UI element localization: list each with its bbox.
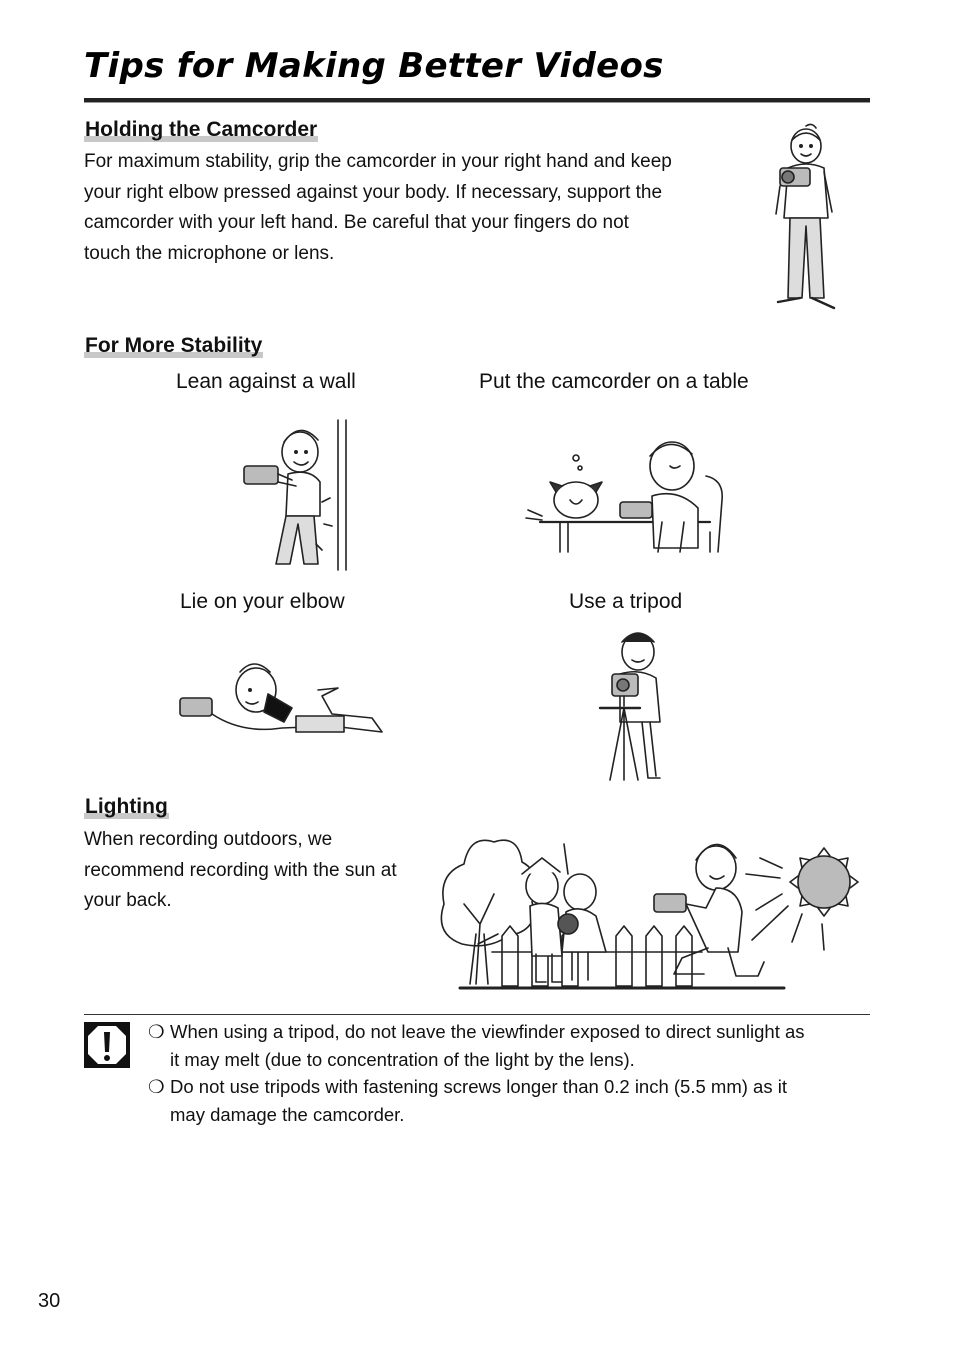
title-rule <box>84 98 870 102</box>
table-illustration <box>520 436 740 556</box>
tripod-caption: Use a tripod <box>569 590 683 613</box>
bullet-ring: ❍ <box>148 1021 165 1042</box>
lighting-text <box>84 825 444 917</box>
caution-note-line: Do not use tripods with fastening screws longer than 0.2 inch (5.5 mm) as it <box>170 1076 787 1097</box>
caution-notes <box>148 1018 870 1128</box>
holding-heading: Holding the Camcorder <box>85 118 318 141</box>
lean-caption: Lean against a wall <box>176 370 356 393</box>
caution-rule <box>84 1014 870 1015</box>
caution-note <box>148 1018 870 1073</box>
lighting-line: your back. <box>84 890 172 911</box>
holding-line: touch the microphone or lens. <box>84 242 335 264</box>
lighting-line: recommend recording with the sun at <box>84 859 397 881</box>
lighting-heading: Lighting <box>85 795 168 818</box>
stability-section <box>84 334 263 358</box>
page-number: 30 <box>38 1290 61 1312</box>
holding-line: your right elbow pressed against your body. If necessary, support the <box>84 181 663 203</box>
caution-note <box>148 1073 870 1128</box>
stability-heading: For More Stability <box>85 334 263 357</box>
caution-icon <box>84 1022 130 1068</box>
holding-line: For maximum stability, grip the camcorder in your right hand and keep <box>84 151 672 172</box>
holding-text <box>84 147 744 269</box>
page-title: Tips for Making Better Videos <box>84 46 664 86</box>
caution-note-line: it may melt (due to concentration of the light by the lens). <box>170 1048 635 1070</box>
holding-line: camcorder with your left hand. Be careful that your fingers do not <box>84 212 629 233</box>
lighting-illustration <box>432 824 872 994</box>
caution-note-line: When using a tripod, do not leave the viewfinder exposed to direct sunlight as <box>170 1021 805 1042</box>
lie-elbow-illustration <box>176 654 390 744</box>
lighting-section <box>84 795 169 819</box>
holding-section <box>84 118 318 142</box>
holding-camcorder-illustration <box>766 120 846 320</box>
lean-wall-illustration <box>238 414 358 574</box>
lighting-line: When recording outdoors, we <box>84 829 333 850</box>
tripod-illustration <box>590 626 680 786</box>
caution-note-line: may damage the camcorder. <box>170 1103 405 1125</box>
elbow-caption: Lie on your elbow <box>180 590 345 613</box>
bullet-ring: ❍ <box>148 1076 165 1097</box>
table-caption: Put the camcorder on a table <box>479 370 749 393</box>
